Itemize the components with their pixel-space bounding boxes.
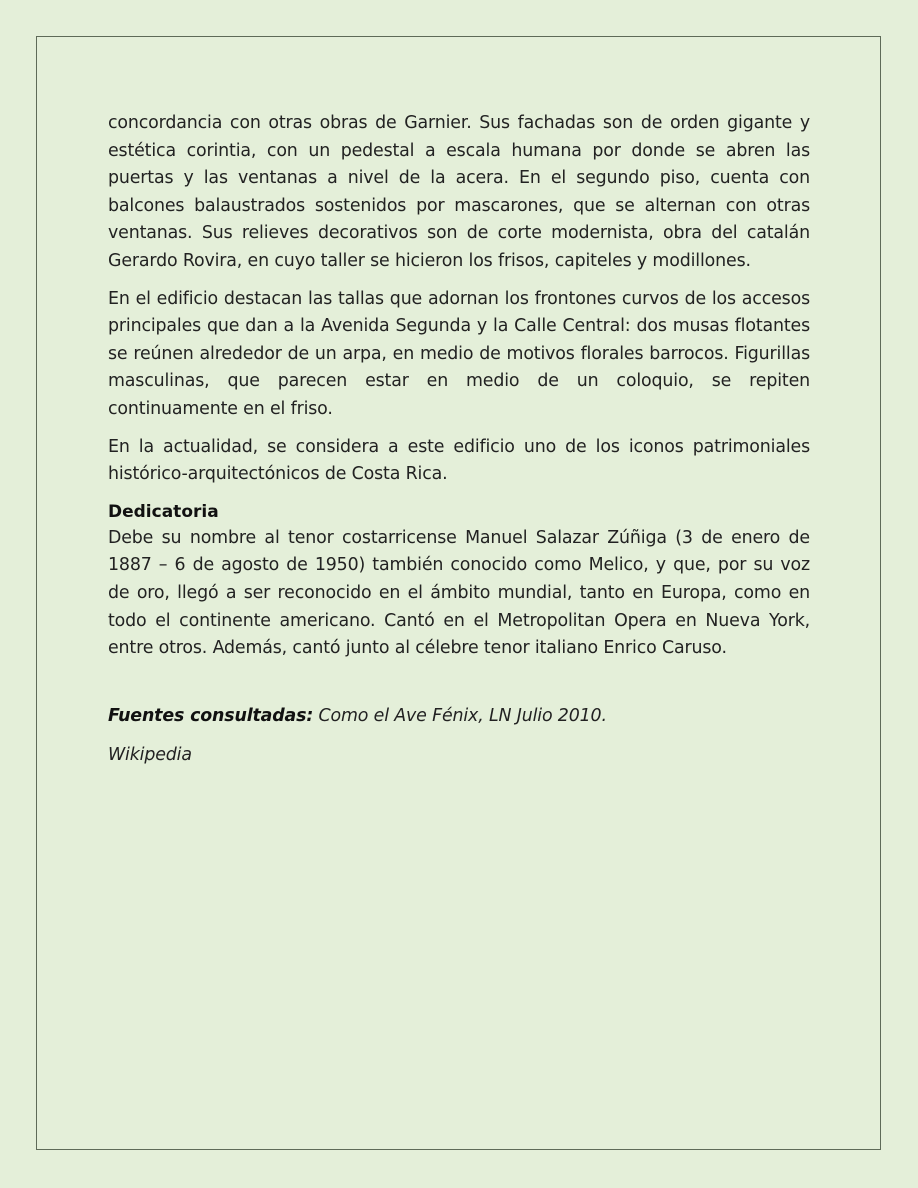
sources-line xyxy=(108,703,810,731)
paragraph-heritage: En la actualidad, se considera a este edificio uno de los iconos patrimoniales histórico-arquitectónicos de Costa Rica. xyxy=(108,436,810,485)
paragraph-facades: concordancia con otras obras de Garnier. Sus fachadas son de orden gigante y estética corintia, con un pedestal a escala humana por donde se abren las puertas y las ventanas a nivel de la acera. En el segundo piso, cuenta con balcones balaustrados sostenidos por mascarones, que se alternan con otras ventanas. Sus relieves decorativos son de corte modernista, obra del catalán Gerardo Rovira, en cuyo taller se hicieron los frisos, capiteles y modillones. xyxy=(108,113,810,271)
dedication-paragraph: Debe su nombre al tenor costarricense Manuel Salazar Zúñiga (3 de enero de 1887 – 6 de agosto de 1950) también conocido como Melico, y que, por su voz de oro, llegó a ser reconocido en el ámbito mundial, tanto en Europa, como en todo el continente americano. Cantó en el Metropolitan Opera en Nueva York, entre otros. Además, cantó junto al célebre tenor italiano Enrico Caruso. xyxy=(108,527,810,659)
sources-label: Fuentes consultadas: xyxy=(108,705,314,726)
paragraph-carvings: En el edificio destacan las tallas que adornan los frontones curvos de los accesos principales que dan a la Avenida Segunda y la Calle Central: dos musas flotantes se reúnen alrededor de un arpa, en medio de motivos florales barrocos. Figurillas masculinas, que parecen estar en medio de un coloquio, se repiten continuamente en el friso. xyxy=(108,288,810,419)
sources-wikipedia: Wikipedia xyxy=(108,745,192,766)
document-body xyxy=(108,110,810,770)
sources-text: Como el Ave Fénix, LN Julio 2010. xyxy=(313,705,607,726)
dedication-heading: Dedicatoria xyxy=(108,501,219,522)
